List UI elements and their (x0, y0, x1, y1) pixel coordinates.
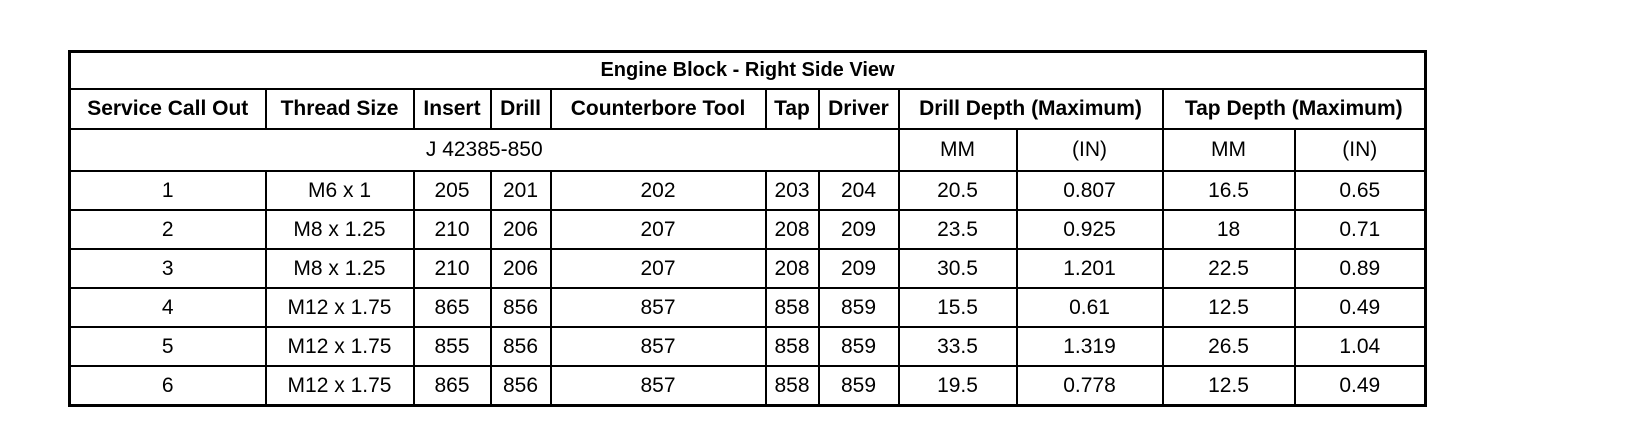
cell-tap-depth-mm: 16.5 (1163, 171, 1295, 210)
cell-drill: 856 (491, 366, 551, 406)
cell-drill-depth-mm: 20.5 (899, 171, 1017, 210)
cell-counterbore-tool: 857 (551, 366, 766, 406)
cell-drill-depth-mm: 33.5 (899, 327, 1017, 366)
table-row (70, 288, 1426, 327)
header-drill: Drill (491, 89, 551, 129)
header-tap-depth: Tap Depth (Maximum) (1163, 89, 1426, 129)
cell-insert: 210 (414, 210, 491, 249)
cell-drill-depth-mm: 15.5 (899, 288, 1017, 327)
cell-tap-depth-mm: 18 (1163, 210, 1295, 249)
cell-counterbore-tool: 207 (551, 249, 766, 288)
cell-insert: 865 (414, 288, 491, 327)
cell-driver: 859 (819, 288, 899, 327)
cell-driver: 204 (819, 171, 899, 210)
header-tap: Tap (766, 89, 819, 129)
cell-drill: 206 (491, 249, 551, 288)
cell-counterbore-tool: 202 (551, 171, 766, 210)
cell-tap: 858 (766, 288, 819, 327)
table-title: Engine Block - Right Side View (70, 52, 1426, 90)
cell-thread-size: M6 x 1 (266, 171, 414, 210)
engine-block-spec-table (68, 50, 1427, 407)
cell-tap-depth-mm: 12.5 (1163, 366, 1295, 406)
unit-drill-mm: MM (899, 129, 1017, 171)
cell-service-call-out: 1 (70, 171, 266, 210)
cell-tap: 203 (766, 171, 819, 210)
cell-thread-size: M8 x 1.25 (266, 210, 414, 249)
cell-tap-depth-mm: 22.5 (1163, 249, 1295, 288)
cell-tap: 858 (766, 366, 819, 406)
header-row (70, 89, 1426, 129)
cell-drill-depth-in: 0.778 (1017, 366, 1163, 406)
cell-thread-size: M12 x 1.75 (266, 366, 414, 406)
cell-service-call-out: 6 (70, 366, 266, 406)
cell-driver: 859 (819, 327, 899, 366)
table-row (70, 249, 1426, 288)
cell-insert: 205 (414, 171, 491, 210)
cell-drill-depth-in: 1.319 (1017, 327, 1163, 366)
cell-counterbore-tool: 207 (551, 210, 766, 249)
cell-drill: 856 (491, 288, 551, 327)
cell-drill-depth-in: 1.201 (1017, 249, 1163, 288)
cell-driver: 209 (819, 249, 899, 288)
unit-tap-in: (IN) (1295, 129, 1426, 171)
header-drill-depth: Drill Depth (Maximum) (899, 89, 1163, 129)
cell-tap: 208 (766, 249, 819, 288)
header-insert: Insert (414, 89, 491, 129)
table-body (70, 171, 1426, 406)
kit-label: J 42385-850 (70, 129, 899, 171)
cell-tap: 208 (766, 210, 819, 249)
cell-drill-depth-in: 0.61 (1017, 288, 1163, 327)
cell-drill-depth-mm: 19.5 (899, 366, 1017, 406)
cell-drill-depth-in: 0.925 (1017, 210, 1163, 249)
unit-tap-mm: MM (1163, 129, 1295, 171)
cell-tap-depth-in: 0.65 (1295, 171, 1426, 210)
cell-tap-depth-in: 0.71 (1295, 210, 1426, 249)
header-driver: Driver (819, 89, 899, 129)
table-row (70, 210, 1426, 249)
cell-service-call-out: 4 (70, 288, 266, 327)
cell-counterbore-tool: 857 (551, 288, 766, 327)
header-counterbore-tool: Counterbore Tool (551, 89, 766, 129)
cell-tap-depth-mm: 12.5 (1163, 288, 1295, 327)
table-row (70, 171, 1426, 210)
cell-insert: 865 (414, 366, 491, 406)
cell-drill-depth-mm: 23.5 (899, 210, 1017, 249)
cell-tap-depth-in: 0.49 (1295, 288, 1426, 327)
table-row (70, 327, 1426, 366)
cell-drill: 201 (491, 171, 551, 210)
cell-thread-size: M12 x 1.75 (266, 327, 414, 366)
cell-drill: 206 (491, 210, 551, 249)
cell-counterbore-tool: 857 (551, 327, 766, 366)
cell-tap-depth-mm: 26.5 (1163, 327, 1295, 366)
cell-tap-depth-in: 1.04 (1295, 327, 1426, 366)
cell-insert: 855 (414, 327, 491, 366)
cell-tap: 858 (766, 327, 819, 366)
cell-drill-depth-mm: 30.5 (899, 249, 1017, 288)
cell-tap-depth-in: 0.49 (1295, 366, 1426, 406)
cell-thread-size: M8 x 1.25 (266, 249, 414, 288)
unit-row (70, 129, 1426, 171)
cell-service-call-out: 2 (70, 210, 266, 249)
cell-drill: 856 (491, 327, 551, 366)
cell-driver: 209 (819, 210, 899, 249)
cell-thread-size: M12 x 1.75 (266, 288, 414, 327)
cell-service-call-out: 3 (70, 249, 266, 288)
header-service-call-out: Service Call Out (70, 89, 266, 129)
cell-service-call-out: 5 (70, 327, 266, 366)
cell-tap-depth-in: 0.89 (1295, 249, 1426, 288)
title-row (70, 52, 1426, 90)
cell-insert: 210 (414, 249, 491, 288)
table-row (70, 366, 1426, 406)
cell-driver: 859 (819, 366, 899, 406)
header-thread-size: Thread Size (266, 89, 414, 129)
cell-drill-depth-in: 0.807 (1017, 171, 1163, 210)
unit-drill-in: (IN) (1017, 129, 1163, 171)
